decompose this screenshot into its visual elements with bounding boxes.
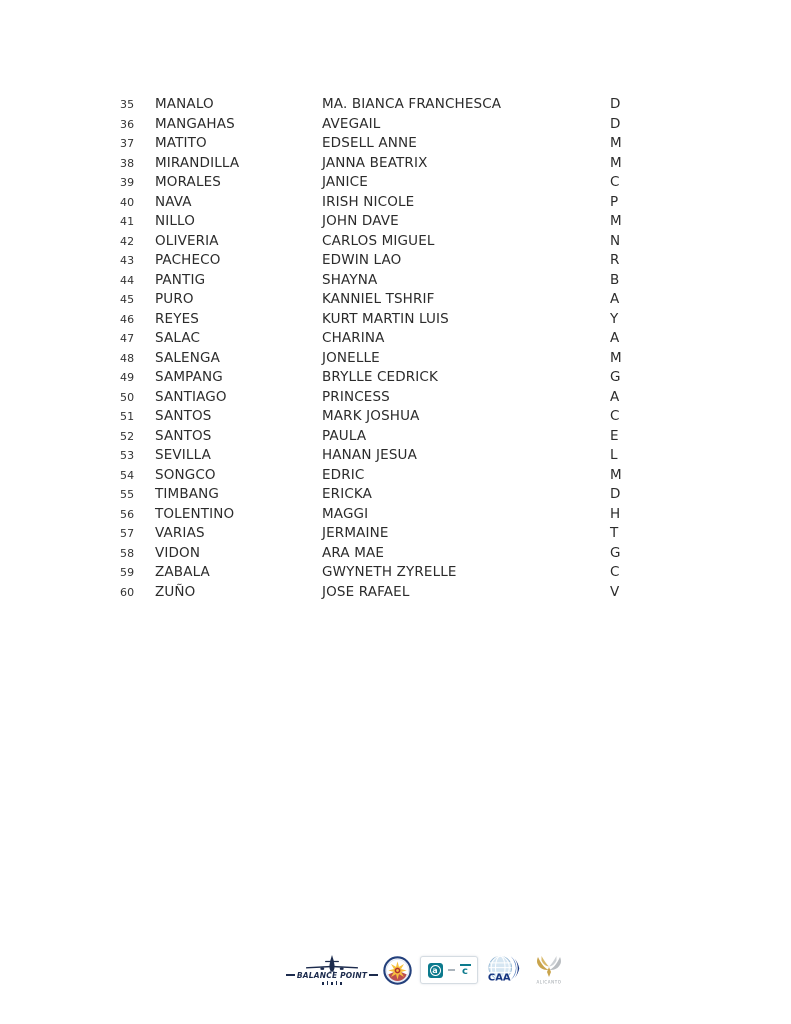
first-name-cell: AVEGAIL (322, 115, 381, 132)
row-number: 52 (120, 429, 135, 443)
first-name-cell: ERICKA (322, 486, 373, 502)
alicanto-bird-icon (532, 955, 566, 986)
middle-initial-cell: D (610, 486, 621, 502)
row-number: 58 (120, 546, 135, 560)
row-number: 37 (120, 137, 135, 150)
row-number: 55 (120, 488, 135, 501)
middle-initial-cell: C (610, 564, 620, 580)
alicanto-logo (532, 955, 566, 986)
surname-cell: MORALES (155, 174, 222, 190)
table-row (120, 466, 680, 486)
surname-cell: SALAC (155, 330, 201, 346)
middle-initial-cell: D (610, 96, 621, 112)
row-number: 60 (120, 585, 135, 599)
table-row (120, 524, 680, 544)
middle-initial-cell: V (610, 583, 620, 600)
first-name-cell: MAGGI (322, 505, 369, 522)
middle-initial-cell: T (610, 525, 619, 541)
middle-initial-cell: H (610, 505, 621, 522)
table-row (120, 173, 680, 193)
surname-cell: MATITO (155, 135, 207, 151)
table-row (120, 232, 680, 252)
middle-initial-cell: A (610, 330, 620, 346)
row-number: 49 (120, 371, 135, 384)
first-name-cell: EDRIC (322, 466, 365, 483)
dash (336, 981, 338, 985)
table-row (120, 505, 680, 525)
first-name-cell: KANNIEL TSHRIF (322, 291, 435, 307)
accredited-a-icon: a (428, 963, 443, 978)
surname-cell: REYES (155, 310, 200, 327)
table-row (120, 251, 680, 271)
table-row (120, 407, 680, 427)
middle-initial-cell: L (610, 447, 618, 463)
surname-cell: SONGCO (155, 466, 216, 483)
row-number: 42 (120, 234, 135, 248)
accreditation-marks (420, 956, 478, 984)
row-number: 41 (120, 215, 135, 228)
row-number: 44 (120, 273, 135, 287)
table-row (120, 115, 680, 135)
surname-cell: MANALO (155, 96, 214, 112)
surname-cell: SALENGA (155, 349, 220, 366)
roster-table (120, 95, 680, 602)
middle-initial-cell: G (610, 544, 621, 561)
row-number: 43 (120, 254, 135, 267)
table-row (120, 349, 680, 369)
surname-cell: TIMBANG (155, 486, 219, 502)
middle-initial-cell: E (610, 427, 619, 444)
first-name-cell: EDWIN LAO (322, 252, 402, 268)
middle-initial-cell: D (610, 115, 621, 132)
surname-cell: SAMPANG (155, 369, 223, 385)
decorative-dashes (322, 981, 343, 985)
first-name-cell: ARA MAE (322, 544, 385, 561)
caa-globe-icon (486, 954, 524, 987)
row-number: 35 (120, 98, 135, 111)
caa-logo (486, 954, 524, 987)
table-row (120, 212, 680, 232)
middle-initial-cell: R (610, 252, 620, 268)
dash (340, 982, 343, 985)
row-number: 56 (120, 507, 135, 521)
first-name-cell: SHAYNA (322, 271, 378, 288)
balance-point-label: BALANCE POINT (296, 970, 368, 980)
row-number: 38 (120, 156, 135, 170)
table-row (120, 290, 680, 310)
surname-cell: VIDON (155, 544, 201, 561)
middle-initial-cell: G (610, 369, 621, 385)
middle-initial-cell: B (610, 271, 620, 288)
middle-initial-cell: C (610, 174, 620, 190)
middle-initial-cell: M (610, 349, 622, 366)
table-row (120, 544, 680, 564)
alicanto-label: ALICANTO (536, 979, 562, 984)
surname-cell: SANTIAGO (155, 388, 227, 405)
row-number: 57 (120, 527, 135, 540)
row-number: 40 (120, 195, 135, 209)
middle-initial-cell: A (610, 291, 620, 307)
surname-cell: TOLENTINO (155, 505, 235, 522)
separator-dash (448, 969, 455, 971)
first-name-cell: PRINCESS (322, 388, 390, 405)
caa-label: CAA (487, 971, 511, 983)
middle-initial-cell: C (610, 408, 620, 424)
table-row (120, 193, 680, 213)
first-name-cell: BRYLLE CEDRICK (322, 369, 438, 385)
dash (327, 981, 329, 985)
first-name-cell: JANICE (322, 174, 368, 190)
row-number: 50 (120, 390, 135, 404)
surname-cell: OLIVERIA (155, 232, 219, 249)
surname-cell: SANTOS (155, 408, 212, 424)
middle-initial-cell: M (610, 135, 622, 151)
row-number: 54 (120, 468, 135, 482)
table-row (120, 134, 680, 154)
table-row (120, 446, 680, 466)
row-number: 47 (120, 332, 135, 345)
table-row (120, 95, 680, 115)
footer-logos (289, 948, 566, 992)
table-row (120, 154, 680, 174)
first-name-cell: EDSELL ANNE (322, 135, 417, 151)
balance-point-logo (289, 955, 375, 986)
first-name-cell: JOHN DAVE (322, 213, 399, 229)
table-row (120, 485, 680, 505)
surname-cell: ZUÑO (155, 583, 196, 600)
first-name-cell: HANAN JESUA (322, 447, 417, 463)
first-name-cell: JOSE RAFAEL (322, 583, 410, 600)
left-rule (286, 974, 295, 976)
table-row (120, 329, 680, 349)
table-row (120, 388, 680, 408)
row-number: 53 (120, 449, 135, 462)
middle-initial-cell: Y (610, 310, 619, 327)
row-number: 59 (120, 566, 135, 579)
surname-cell: NILLO (155, 213, 196, 229)
middle-initial-cell: A (610, 388, 620, 405)
row-number: 45 (120, 293, 135, 306)
row-number: 48 (120, 351, 135, 365)
first-name-cell: JERMAINE (322, 525, 389, 541)
surname-cell: PURO (155, 291, 194, 307)
first-name-cell: MARK JOSHUA (322, 408, 420, 424)
middle-initial-cell: M (610, 154, 622, 171)
row-number: 46 (120, 312, 135, 326)
first-name-cell: MA. BIANCA FRANCHESCA (322, 96, 502, 112)
table-row (120, 563, 680, 583)
middle-initial-cell: M (610, 466, 622, 483)
surname-cell: VARIAS (155, 525, 205, 541)
row-number: 36 (120, 117, 135, 131)
first-name-cell: CARLOS MIGUEL (322, 232, 435, 249)
first-name-cell: GWYNETH ZYRELLE (322, 564, 457, 580)
certification-c-icon: c (460, 964, 471, 976)
table-row (120, 427, 680, 447)
surname-cell: PACHECO (155, 252, 221, 268)
first-name-cell: JONELLE (322, 349, 380, 366)
first-name-cell: PAULA (322, 427, 367, 444)
first-name-cell: CHARINA (322, 330, 385, 346)
middle-initial-cell: N (610, 232, 621, 249)
right-rule (369, 974, 378, 976)
table-row (120, 271, 680, 291)
surname-cell: SEVILLA (155, 447, 211, 463)
sun-seal-icon (383, 956, 412, 985)
table-row (120, 583, 680, 603)
first-name-cell: IRISH NICOLE (322, 193, 415, 210)
row-number: 51 (120, 410, 135, 423)
balance-point-wordmark (286, 971, 378, 980)
table-row (120, 368, 680, 388)
row-number: 39 (120, 176, 135, 189)
middle-initial-cell: M (610, 213, 622, 229)
surname-cell: SANTOS (155, 427, 212, 444)
surname-cell: PANTIG (155, 271, 206, 288)
surname-cell: MANGAHAS (155, 115, 235, 132)
dash (331, 982, 334, 985)
middle-initial-cell: P (610, 193, 619, 210)
first-name-cell: JANNA BEATRIX (322, 154, 428, 171)
table-row (120, 310, 680, 330)
first-name-cell: KURT MARTIN LUIS (322, 310, 449, 327)
surname-cell: NAVA (155, 193, 192, 210)
philippine-seal-logo (383, 956, 412, 985)
surname-cell: ZABALA (155, 564, 210, 580)
dash (322, 982, 325, 985)
surname-cell: MIRANDILLA (155, 154, 240, 171)
